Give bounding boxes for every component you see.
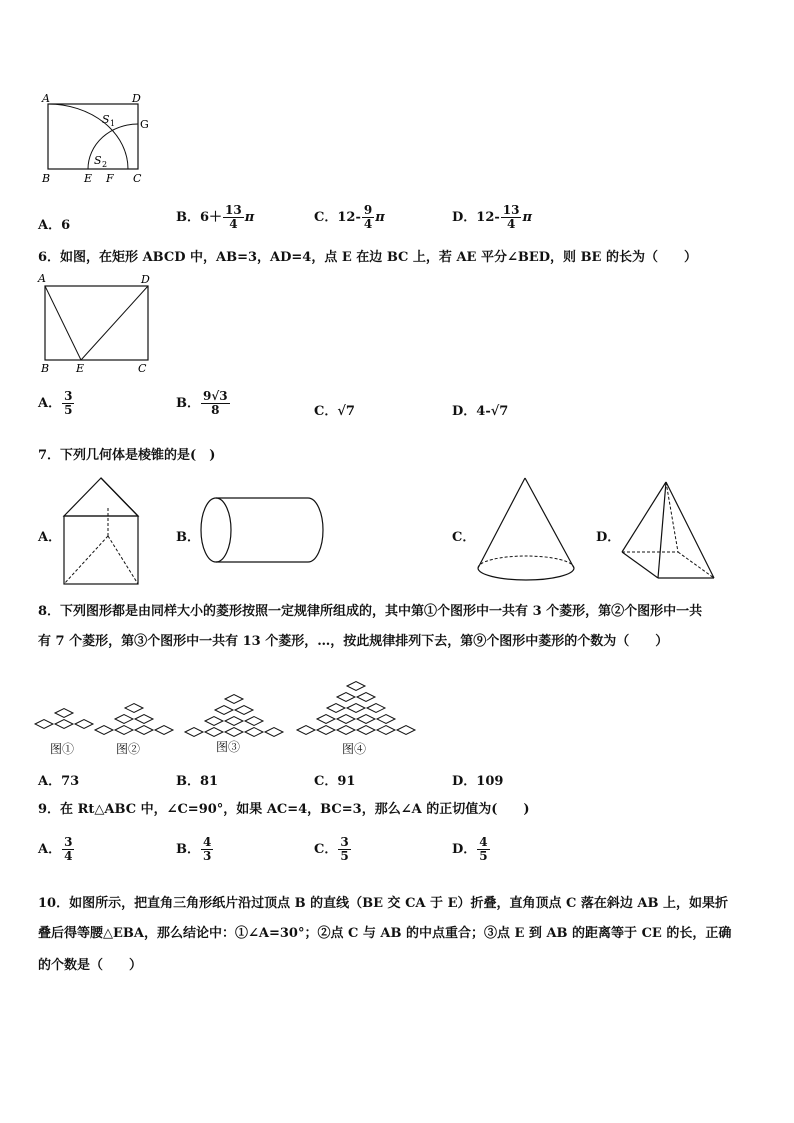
q8-option-d[interactable]: D．109 [452,774,504,789]
q8-option-c[interactable]: C．91 [314,774,356,789]
rhombus [75,720,93,729]
label-C: C [133,172,142,185]
q10-line3: 的个数是（ ） [38,958,143,973]
rhombus [317,726,335,735]
rhombus [297,726,315,735]
q8-stem-line1: 8．下列图形都是由同样大小的菱形按照一定规律所组成的，其中第①个图形中一共有 3 个菱形，第②个图形中一共 [38,604,703,619]
label-S1-sub: 1 [110,119,116,128]
q8-figure-label-2: 图② [116,742,141,756]
q6-stem: 6．如图，在矩形 ABCD 中，AB=3，AD=4，点 E 在边 BC 上，若 AE 平分∠BED，则 BE 的长为（ ） [38,250,697,265]
q8-option-a[interactable]: A．73 [38,774,80,789]
q7-cone-figure [472,474,582,586]
rhombus [317,715,335,724]
q7-option-c[interactable]: C． [452,530,476,545]
label-D: D [141,273,150,286]
label-C: C [138,362,147,375]
rhombus [235,706,253,715]
label-E: E [84,172,93,185]
rhombus [337,693,355,702]
rhombus [245,728,263,737]
rhombus [357,715,375,724]
rhombus [337,726,355,735]
rhombus [95,726,113,735]
q7-pyramid-figure [618,478,718,584]
label-A: A [42,92,50,105]
rhombus [205,717,223,726]
label-B: B [41,362,50,375]
rhombus [397,726,415,735]
rhombus [55,720,73,729]
label-F: F [106,172,114,185]
q9-option-a[interactable]: A． $\frac{3}{4}$ [38,835,73,863]
q10-line1: 10．如图所示，把直角三角形纸片沿过顶点 B 的直线（BE 交 CA 于 E）折叠，直角顶点 C 落在斜边 AB 上，如果折 [38,896,728,911]
rhombus [215,706,233,715]
rhombus [115,726,133,735]
q6-option-b[interactable]: B． $\frac{9√3}{8}$ [176,389,228,417]
q5-figure [38,92,153,188]
rhombus [205,728,223,737]
label-E: E [76,362,85,375]
q8-figure-label-3: 图③ [216,740,241,754]
label-S1: S [102,113,110,126]
q5-option-d[interactable]: D．12- $\frac{13}{4}$ π [452,203,532,231]
q6-option-d[interactable]: D．4-√7 [452,404,509,419]
q8-figure-label-4: 图④ [342,742,367,756]
rhombus [367,704,385,713]
q7-cylinder-figure [196,494,328,566]
rhombus [185,728,203,737]
rhombus [125,704,143,713]
q9-option-b[interactable]: B． $\frac{4}{3}$ [176,835,212,863]
rhombus [327,704,345,713]
q9-stem: 9．在 Rt△ABC 中，∠C=90°，如果 AC=4，BC=3，那么∠A 的正切值为( ) [38,802,530,817]
rhombus [347,704,365,713]
rhombus [357,726,375,735]
q6-figure [36,270,156,376]
rhombus [225,695,243,704]
rhombus [135,726,153,735]
rhombus [265,728,283,737]
rhombus [337,715,355,724]
rhombus [225,717,243,726]
q7-option-b[interactable]: B． [176,530,200,545]
q9-option-c[interactable]: C． $\frac{3}{5}$ [314,835,349,863]
q10-line2: 叠后得等腰△EBA，那么结论中：①∠A=30°；②点 C 与 AB 的中点重合；③点 E 到 AB 的距离等于 CE 的长，正确 [38,926,732,941]
label-S2-sub: 2 [102,160,108,169]
q6-option-c[interactable]: C．√7 [314,404,355,419]
rhombus [35,720,53,729]
q7-option-a[interactable]: A． [38,530,62,545]
label-A: A [38,272,46,285]
label-G: G [140,118,149,131]
q5-option-c[interactable]: C．12- $\frac{9}{4}$ π [314,203,385,231]
rhombus [377,715,395,724]
rhombus [377,726,395,735]
rhombus [225,728,243,737]
q6-option-a[interactable]: A． $\frac{3}{5}$ [38,389,73,417]
q8-option-b[interactable]: B．81 [176,774,219,789]
rhombus [135,715,153,724]
rhombus [347,682,365,691]
q8-stem-line2: 有 7 个菱形，第③个图形中一共有 13 个菱形，…，按此规律排列下去，第⑨个图形中菱形的个数为（ ） [38,634,669,649]
q7-prism-figure [58,474,144,588]
q8-figure-label-1: 图① [50,742,75,756]
rhombus [155,726,173,735]
rhombus [245,717,263,726]
q7-stem: 7．下列几何体是棱锥的是( ) [38,448,216,463]
rhombus [357,693,375,702]
label-S2: S [94,154,102,167]
q5-option-b[interactable]: B．6＋ $\frac{13}{4}$ π [176,203,255,231]
rhombus [55,709,73,718]
rhombus [115,715,133,724]
label-D: D [132,92,141,105]
q9-option-d[interactable]: D． $\frac{4}{5}$ [452,835,488,863]
q7-option-d[interactable]: D． [596,530,621,545]
label-B: B [42,172,51,185]
q5-option-a[interactable]: A．6 [38,218,71,233]
